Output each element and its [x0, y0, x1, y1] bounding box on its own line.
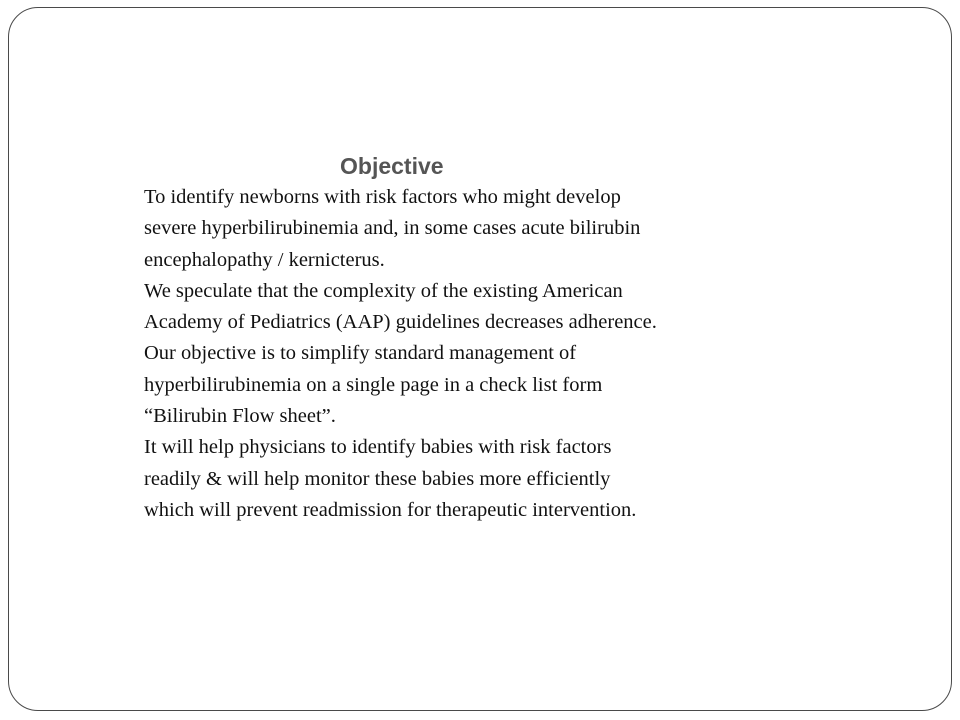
body-line: encephalopathy / kernicterus.: [144, 248, 385, 271]
body-line: hyperbilirubinemia on a single page in a check list form: [144, 373, 603, 396]
body-line: We speculate that the complexity of the existing American: [144, 279, 623, 302]
slide-body: [144, 182, 784, 526]
body-line: It will help physicians to identify babies with risk factors: [144, 436, 612, 459]
body-line: Academy of Pediatrics (AAP) guidelines decreases adherence.: [144, 311, 657, 334]
slide-content: [144, 150, 784, 526]
slide-title: Objective: [340, 153, 444, 179]
slide-frame: [8, 7, 952, 711]
body-line: “Bilirubin Flow sheet”.: [144, 405, 336, 428]
body-line: severe hyperbilirubinemia and, in some cases acute bilirubin: [144, 217, 641, 240]
body-line: Our objective is to simplify standard management of: [144, 342, 577, 365]
body-line: To identify newborns with risk factors who might develop: [144, 186, 621, 208]
body-line: which will prevent readmission for therapeutic intervention.: [144, 498, 637, 521]
body-line: readily & will help monitor these babies more efficiently: [144, 467, 611, 490]
